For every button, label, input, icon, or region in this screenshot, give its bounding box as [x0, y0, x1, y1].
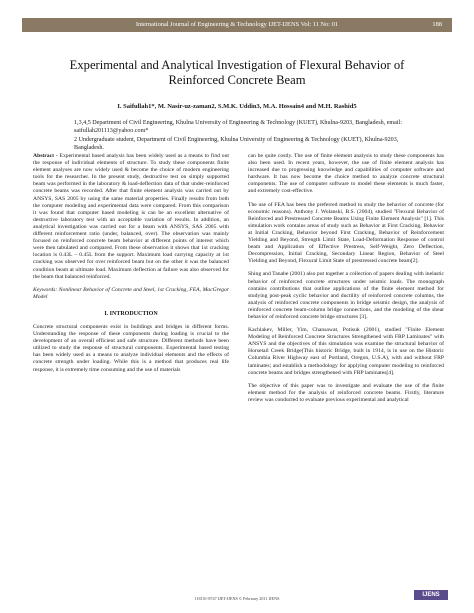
footer-copyright: 118101-8747 IJET-IJENS © February 2011 IJENS — [194, 596, 280, 601]
keywords: Keywords: Nonlinear Behavior of Concrete and Steel, 1st Cracking, FEA, MacGregor Model — [33, 286, 229, 300]
journal-header-bar — [22, 18, 452, 32]
abstract-label: Abstract - — [33, 153, 58, 159]
right-column — [248, 153, 444, 410]
section-heading-introduction: I. INTRODUCTION — [104, 310, 158, 317]
abstract-text: Experimental based analysis has been widely used as a means to find out the response of individual elements of structure. To study these components finite element analyses are now widely used & become the choice of modern engineering tools for the researcher. In the present study, destructive test on simply supported beam was performed in the laboratory & load-deflection data of that under-reinforced concrete beams was recorded. After that finite element analysis was carried out by ANSYS, SAS 2005 by using the same material properties. Finally results from both the computer modeling and experimental data were compared. From this comparison it was found that computer based modeling is can be an excellent alternative of destructive laboratory test with an acceptable variation of results. In addition, an analytical investigation was carried out for a beam with ANSYS, SAS 2005 with different reinforcement ratio (under, balanced, over). The observation was mainly focused on reinforced concrete beam behavior at different points of interest which were then tabulated and compared. From these observation it shows that 1st cracking location is 0.43L – 0.45L from the support. Maximum load carrying capacity at 1st cracking was observed for over reinforced beam but on the other it was the balanced condition beam at ultimate load. Maximum deflection at failure was also observed for the beam that balanced reinforced. — [33, 153, 229, 280]
paper-title — [40, 58, 434, 88]
affiliations — [74, 119, 404, 153]
affiliation-2: 2 Undergraduate student, Department of Civil Engineering, Khulna University of Engineering & Technology (KUET), Khulna-9203, Bangladesh. — [74, 136, 399, 152]
author-list: I. Saifullah1*, M. Nasir-uz-zaman2, S.M.K. Uddin3, M.A. Hossain4 and M.H. Rashid5 — [117, 103, 357, 110]
left-column — [33, 153, 229, 380]
paper-title-line-1: Experimental and Analytical Investigation of Flexural Behavior of — [69, 58, 405, 72]
affiliation-1: 1,3,4,5 Department of Civil Engineering, Khulna University of Engineering & Technology (KUET), Khulna-9203, Bangladesh, email: saifullah201113@yahoo.com* — [74, 120, 402, 135]
ijens-logo: IJENS — [414, 590, 448, 600]
paper-title-line-2: Reinforced Concrete Beam — [168, 73, 306, 87]
journal-header: International Journal of Engineering & Technology IJET-IJENS Vol: 11 No: 01 — [135, 21, 339, 28]
right-paragraph-3: Shing and Tanabe (2001) also put together a collection of papers dealing with inelastic behavior of reinforced concrete structures under seismic loads. The monograph contains contributions that outline applications of the finite element method for studying post-peak cyclic behavior and ductility of reinforced concrete columns, the analysis of reinforced concrete components in bridge seismic design, the analysis of reinforced concrete beam-column bridge connections, and the modeling of the shear behavior of reinforced concrete bridge structures [3]. — [248, 271, 444, 320]
right-paragraph-5: The objective of this paper was to investigate and evaluate the use of the finite element method for the analysis of reinforced concrete beams. Firstly, literature review was conducted to evaluate previous experimental and analytical — [248, 382, 444, 403]
right-paragraph-2: The use of FEA has been the preferred method to study the behavior of concrete (for economic reasons). Anthony J. Wolanski, B.S. (2004), studied "Flexural Behavior of Reinforced and Prestressed Concrete Beams Using Finite Element Analysis" [1]. This simulation work contains areas of study such as Behavior at First Cracking, Behavior at Initial Cracking, Behavior beyond First Cracking, Behavior of Reinforcement Yielding and Beyond, Strength Limit State, Load-Deformation Response of control beam and Application of Effective Prestress, Self-Weight, Zero Deflection, Decompression, Initial Cracking, Secondary Linear Region, Behavior of Steel Yielding and Beyond, Flexural Limit State of prestressed concrete beam[2]. — [248, 201, 444, 265]
intro-paragraph: Concrete structural components exist in buildings and bridges in different forms. Understanding the response of these components during loading is crucial to the development of an overall efficient and safe structure. Different methods have been utilized to study the response of structural components. Experimental based testing has been widely used as a means to analyze individual elements and the effects of concrete strength under loading. While this is a method that produces real life response, it is extremely time consuming and the use of materials — [33, 323, 229, 373]
right-paragraph-1: can be quite costly. The use of finite element analysis to study these components has also been used. In recent years, however, the use of finite element analysis has increased due to progressing knowledge and capabilities of computer software and hardware. It has now become the choice method to analyze concrete structural components. The use of computer software to model these elements is much faster, and extremely cost-effective. — [248, 153, 444, 195]
abstract — [33, 153, 229, 281]
right-paragraph-4: Kachlakev, Miller, Yim, Chansawat, Potisuk (2001), studied "Finite Element Modeling of Reinforced Concrete Structures Strengthened with FRP Laminates" with ANSYS and the objectives of this simulation was examine the structural behavior of Horsetail Creek Bridge(This historic Bridge, built in 1914, is in use on the Historic Columbia River Highway east of Portland, Oregon, U.S.A), with and without FRP laminates; and establish a methodology for applying computer modeling to reinforced concrete beams and bridges strengthened with FRP laminates[4]. — [248, 327, 444, 376]
page-number: 188 — [432, 21, 442, 28]
